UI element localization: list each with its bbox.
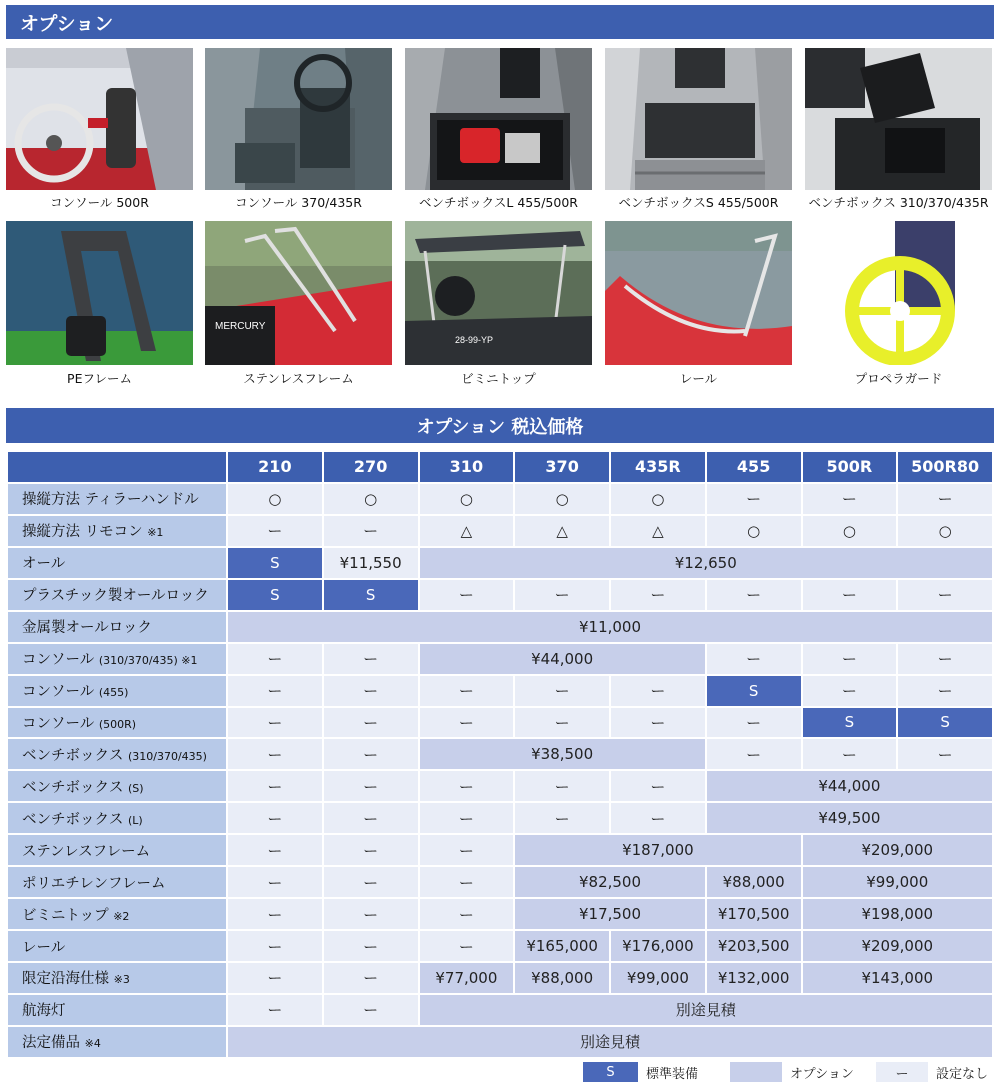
column-header-270: 270 [323, 451, 419, 483]
legend-none [876, 1061, 988, 1083]
price-table-header [6, 408, 994, 443]
table-row [7, 802, 993, 834]
table-cell: S [802, 707, 898, 739]
table-row [7, 962, 993, 994]
options-section-header [6, 5, 994, 39]
table-cell: ー [706, 707, 802, 739]
table-cell: ー [227, 834, 323, 866]
photo-caption-rail: レール [679, 371, 718, 386]
table-cell: ー [227, 930, 323, 962]
table-cell: ¥99,000 [802, 866, 994, 898]
row-label [7, 1026, 227, 1058]
table-cell: ー [610, 707, 706, 739]
column-header-310: 310 [419, 451, 515, 483]
row-label-text: オール [22, 556, 66, 573]
table-row [7, 515, 993, 547]
table-cell: ¥88,000 [706, 866, 802, 898]
table-cell: △ [419, 515, 515, 547]
table-cell: ¥99,000 [610, 962, 706, 994]
table-cell: ¥12,650 [419, 547, 994, 579]
row-label [7, 579, 227, 611]
table-cell: ○ [802, 515, 898, 547]
photo-caption-console-370-435r: コンソール 370/435R [235, 195, 362, 210]
photo-bench-box-l [405, 48, 592, 190]
row-label-note: (L) [127, 813, 143, 827]
table-cell: ー [514, 770, 610, 802]
table-row [7, 611, 993, 643]
row-label-text: ベンチボックス [22, 747, 124, 764]
table-cell: ¥88,000 [514, 962, 610, 994]
table-cell: ¥198,000 [802, 898, 994, 930]
table-cell: ー [227, 898, 323, 930]
row-label-text: ベンチボックス [22, 811, 124, 828]
row-label-text: 法定備品 [22, 1035, 80, 1052]
table-row [7, 738, 993, 770]
photo-caption-stainless-frame: ステンレスフレーム [243, 371, 354, 386]
table-cell: ¥11,000 [227, 611, 993, 643]
table-cell: ー [802, 738, 898, 770]
table-cell: ー [227, 675, 323, 707]
column-header-455: 455 [706, 451, 802, 483]
row-label-text: 操縦方法 リモコン [22, 524, 143, 541]
table-cell: ー [323, 707, 419, 739]
row-label [7, 866, 227, 898]
row-label-text: レール [22, 939, 66, 956]
table-cell: ー [419, 802, 515, 834]
table-cell: S [323, 579, 419, 611]
photo-bench-box-310 [805, 48, 992, 190]
table-cell: ¥38,500 [419, 738, 706, 770]
row-label-text: プラスチック製オールロック [22, 588, 209, 605]
table-cell: ○ [610, 483, 706, 515]
table-cell: ー [802, 675, 898, 707]
table-cell: ー [610, 802, 706, 834]
table-cell: ー [419, 866, 515, 898]
table-row [7, 643, 993, 675]
row-label-text: ポリエチレンフレーム [22, 875, 166, 892]
legend [583, 1061, 698, 1083]
table-cell: △ [514, 515, 610, 547]
table-cell: S [706, 675, 802, 707]
table-cell: ー [323, 515, 419, 547]
table-cell: S [897, 707, 993, 739]
table-cell: ¥187,000 [514, 834, 801, 866]
row-label-text: コンソール [22, 684, 95, 701]
legend-option-swatch [730, 1062, 782, 1082]
table-row [7, 1026, 993, 1058]
table-cell: ー [514, 579, 610, 611]
table-cell: ー [419, 579, 515, 611]
table-cell: 別途見積 [227, 1026, 993, 1058]
table-cell: ー [227, 738, 323, 770]
table-cell: ¥44,000 [706, 770, 993, 802]
column-header-370: 370 [514, 451, 610, 483]
row-label [7, 898, 227, 930]
photo-stainless-frame [205, 221, 392, 365]
row-label-note: ※2 [113, 909, 130, 923]
table-cell: ¥143,000 [802, 962, 994, 994]
table-cell: ー [323, 962, 419, 994]
table-cell: ー [897, 738, 993, 770]
row-label [7, 994, 227, 1026]
table-cell: ¥165,000 [514, 930, 610, 962]
table-cell: ○ [419, 483, 515, 515]
legend-standard-label: 標準装備 [646, 1066, 699, 1082]
table-cell: ー [419, 834, 515, 866]
table-row [7, 483, 993, 515]
photo-console-370-435r [205, 48, 392, 190]
row-label-text: 航海灯 [22, 1003, 66, 1020]
table-cell: ー [323, 834, 419, 866]
photo-caption-propeller-guard: プロペラガード [854, 371, 943, 386]
row-label [7, 930, 227, 962]
table-cell: ー [323, 802, 419, 834]
table-row [7, 579, 993, 611]
row-label [7, 483, 227, 515]
table-cell: ー [897, 579, 993, 611]
table-cell: ー [514, 675, 610, 707]
row-label-text: 限定沿海仕様 [22, 971, 109, 988]
photo-caption-bench-box-s: ベンチボックスS 455/500R [618, 195, 779, 210]
row-label-text: ビミニトップ [22, 907, 109, 924]
row-label-note: ※4 [84, 1037, 101, 1051]
table-cell: ○ [514, 483, 610, 515]
column-header-435r: 435R [610, 451, 706, 483]
photo-bimini-top [405, 221, 592, 365]
row-label [7, 770, 227, 802]
legend-option-label: オプション [790, 1066, 854, 1082]
corner-cell [7, 451, 227, 483]
row-label [7, 515, 227, 547]
table-cell: ー [323, 866, 419, 898]
table-cell: ー [419, 770, 515, 802]
table-cell: ー [419, 930, 515, 962]
table-row [7, 770, 993, 802]
row-label-text: ステンレスフレーム [22, 843, 151, 860]
row-label-text: ベンチボックス [22, 779, 124, 796]
table-row [7, 547, 993, 579]
table-cell: ー [323, 898, 419, 930]
table-cell: ○ [323, 483, 419, 515]
table-cell: △ [610, 515, 706, 547]
table-row [7, 898, 993, 930]
table-cell: ー [802, 483, 898, 515]
column-header-210: 210 [227, 451, 323, 483]
table-cell: ー [227, 962, 323, 994]
table-cell: ¥170,500 [706, 898, 802, 930]
table-cell: ー [706, 738, 802, 770]
column-header-row [7, 451, 993, 483]
row-label-note: (500R) [98, 717, 137, 731]
table-cell: ¥17,500 [514, 898, 706, 930]
row-label [7, 834, 227, 866]
table-cell: ¥209,000 [802, 930, 994, 962]
table-cell: ー [706, 483, 802, 515]
table-cell: ー [610, 770, 706, 802]
row-label [7, 802, 227, 834]
row-label-note: ※1 [147, 526, 164, 540]
row-label [7, 611, 227, 643]
photo-caption-bench-box-l: ベンチボックスL 455/500R [419, 195, 578, 210]
table-cell: ー [897, 675, 993, 707]
table-cell: ー [419, 675, 515, 707]
column-header-500r: 500R [802, 451, 898, 483]
column-header-500r80: 500R80 [897, 451, 993, 483]
table-cell: ¥132,000 [706, 962, 802, 994]
table-row [7, 994, 993, 1026]
table-cell: ー [227, 802, 323, 834]
table-row [7, 930, 993, 962]
row-label [7, 643, 227, 675]
row-label-text: 金属製オールロック [22, 620, 152, 637]
photo-pe-frame [6, 221, 193, 365]
table-cell: ー [227, 994, 323, 1026]
table-cell: ー [227, 866, 323, 898]
table-cell: ー [610, 579, 706, 611]
table-cell: ー [227, 770, 323, 802]
photo-rail [605, 221, 792, 365]
row-label-note: ※3 [113, 973, 130, 987]
table-cell: ー [323, 770, 419, 802]
table-cell: ー [323, 738, 419, 770]
motor-brand-text: MERCURY [215, 321, 266, 332]
table-cell: ¥49,500 [706, 802, 993, 834]
legend-none-label: 設定なし [936, 1066, 989, 1082]
legend-option [730, 1061, 854, 1083]
table-cell: ¥176,000 [610, 930, 706, 962]
photo-caption-bench-box-310: ベンチボックス 310/370/435R [808, 195, 989, 210]
legend-standard-swatch: S [583, 1062, 638, 1082]
photo-caption-pe-frame: PEフレーム [67, 371, 132, 386]
photo-caption-bimini-top: ビミニトップ [461, 371, 536, 386]
row-label-note: (S) [127, 781, 144, 795]
row-label [7, 707, 227, 739]
legend-none-swatch: ー [876, 1062, 928, 1082]
row-label-text: 操縦方法 ティラーハンドル [22, 492, 199, 509]
photo-bench-box-s [605, 48, 792, 190]
table-row [7, 866, 993, 898]
table-cell: ー [323, 643, 419, 675]
table-cell: ー [897, 643, 993, 675]
options-title: オプション [20, 12, 114, 35]
table-cell: S [227, 579, 323, 611]
table-cell: ○ [897, 515, 993, 547]
table-cell: ¥77,000 [419, 962, 515, 994]
table-cell: ー [227, 515, 323, 547]
photo-console-500r [6, 48, 193, 190]
table-cell: ○ [706, 515, 802, 547]
row-label-note: (310/370/435) ※1 [98, 654, 198, 668]
table-cell: ¥44,000 [419, 643, 706, 675]
table-cell: ー [706, 643, 802, 675]
table-cell: ー [897, 483, 993, 515]
table-cell: 別途見積 [419, 994, 994, 1026]
row-label-text: コンソール [22, 715, 95, 732]
row-label [7, 675, 227, 707]
row-label [7, 547, 227, 579]
row-label [7, 738, 227, 770]
table-cell: ー [419, 707, 515, 739]
table-cell: ー [802, 643, 898, 675]
table-cell: ー [514, 707, 610, 739]
table-cell: ー [227, 643, 323, 675]
table-cell: ¥203,500 [706, 930, 802, 962]
table-cell: ー [323, 930, 419, 962]
table-cell: ー [227, 707, 323, 739]
table-cell: ー [706, 579, 802, 611]
table-row [7, 675, 993, 707]
option-price-table [6, 450, 994, 1059]
table-cell: ー [323, 675, 419, 707]
table-cell: ¥82,500 [514, 866, 706, 898]
hull-number-text: 28-99-YP [455, 335, 494, 345]
row-label-note: (455) [98, 686, 129, 700]
table-row [7, 834, 993, 866]
photo-caption-console-500r: コンソール 500R [50, 195, 149, 210]
table-cell: ー [323, 994, 419, 1026]
table-cell: ¥11,550 [323, 547, 419, 579]
photo-propeller-guard [805, 221, 992, 365]
table-cell: ー [802, 579, 898, 611]
table-cell: S [227, 547, 323, 579]
table-cell: ○ [227, 483, 323, 515]
row-label-text: コンソール [22, 652, 95, 669]
price-table-title: オプション 税込価格 [416, 416, 584, 438]
row-label-note: (310/370/435) [127, 749, 207, 763]
table-cell: ー [419, 898, 515, 930]
table-row [7, 707, 993, 739]
row-label [7, 962, 227, 994]
table-cell: ー [610, 675, 706, 707]
table-cell: ¥209,000 [802, 834, 994, 866]
table-cell: ー [514, 802, 610, 834]
